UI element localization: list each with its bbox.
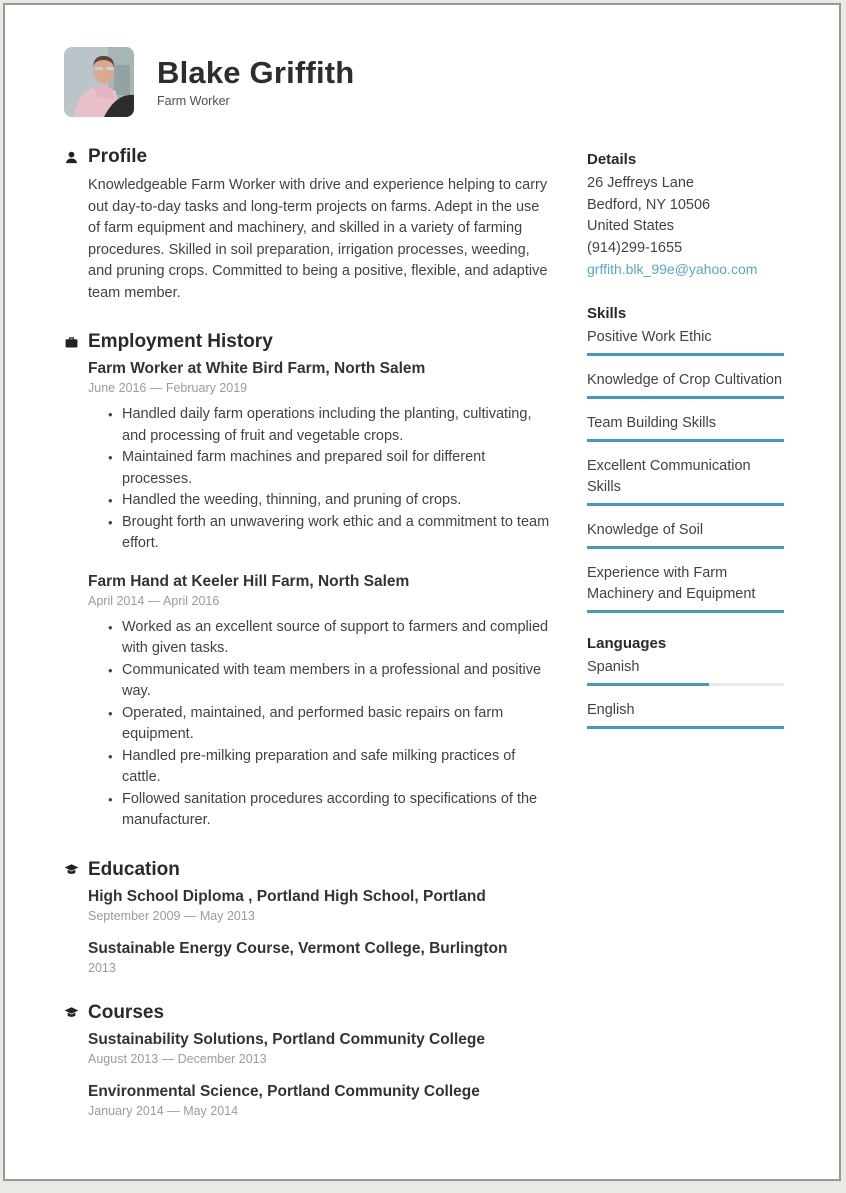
courses-heading: Courses <box>88 1001 165 1023</box>
language-label: English <box>587 701 635 718</box>
skill-meter-fill <box>587 610 784 613</box>
bullet-item: • Maintained farm machines and prepared soil for different processes. <box>108 447 555 490</box>
language-item <box>587 700 784 729</box>
skill-meter <box>587 353 784 356</box>
education-entry <box>88 888 555 923</box>
bullet-item: • Handled the weeding, thinning, and pruning of crops. <box>108 490 555 512</box>
skill-item <box>587 413 784 442</box>
education-title: Sustainable Energy Course, Vermont College, Burlington <box>88 939 508 957</box>
bullet-item: • Brought forth an unwavering work ethic and a commitment to team effort. <box>108 512 555 555</box>
job-title: Farm Worker at White Bird Farm, North Salem <box>88 360 426 377</box>
skill-meter-fill <box>587 503 784 506</box>
job-title: Farm Hand at Keeler Hill Farm, North Salem <box>88 572 410 590</box>
section-employment-history <box>64 331 551 832</box>
bullet-item: • Followed sanitation procedures according to specifications of the manufacturer. <box>108 789 555 832</box>
sidebar-details <box>587 151 784 281</box>
skill-label: Knowledge of Crop Cultivation <box>587 371 783 388</box>
skill-label: Excellent Communication Skills <box>587 457 751 495</box>
name-block <box>157 55 354 108</box>
employment-body <box>88 360 555 832</box>
skill-meter-fill <box>587 396 784 399</box>
job-entry <box>88 360 555 555</box>
section-profile <box>64 146 551 304</box>
course-entry <box>88 1083 555 1118</box>
sidebar-languages <box>587 635 784 729</box>
profile-section-header <box>64 146 551 168</box>
skill-item <box>587 563 784 613</box>
language-meter <box>587 726 784 729</box>
profile-photo <box>64 47 134 117</box>
skill-item <box>587 520 784 549</box>
skill-label: Team Building Skills <box>587 414 716 431</box>
profile-heading: Profile <box>88 146 148 167</box>
briefcase-icon <box>64 335 79 350</box>
skill-label: Experience with Farm Machinery and Equipment <box>587 564 756 602</box>
job-entry <box>88 573 555 832</box>
phone-number: (914)299-1655 <box>587 239 683 256</box>
job-bullet-list <box>88 617 555 832</box>
bullet-item: • Communicated with team members in a professional and positive way. <box>108 660 555 703</box>
address-country: United States <box>587 218 675 234</box>
languages-heading: Languages <box>587 634 667 652</box>
education-entry <box>88 940 555 975</box>
skill-meter-fill <box>587 353 784 356</box>
courses-section-header <box>64 1002 551 1024</box>
candidate-job-title: Farm Worker <box>157 93 230 108</box>
language-label: Spanish <box>587 658 640 675</box>
person-icon <box>64 150 79 165</box>
employment-heading: Employment History <box>88 331 273 352</box>
employment-section-header <box>64 331 551 353</box>
language-meter-fill <box>587 683 709 686</box>
profile-photo-placeholder <box>64 47 134 117</box>
course-dates: August 2013 — December 2013 <box>88 1051 267 1066</box>
education-section-header <box>64 859 551 881</box>
details-heading: Details <box>587 151 637 168</box>
profile-summary: Knowledgeable Farm Worker with drive and experience helping to carry out day-to-day tasks and long-term projects on farms. Adept in the use of farm equipment and machinery, and skilled in a variety of farming procedures. Skilled in soil preparation, irrigation processes, weeding, and pruning crops. Committed to being a positive, flexible, and adaptive team member. <box>88 177 548 301</box>
skill-meter-fill <box>587 546 784 549</box>
education-dates: September 2009 — May 2013 <box>88 908 255 923</box>
address-line-2: Bedford, NY 10506 <box>587 196 711 213</box>
bullet-item: • Handled pre-milking preparation and safe milking practices of cattle. <box>108 746 555 789</box>
bullet-item: • Operated, maintained, and performed basic repairs on farm equipment. <box>108 703 555 746</box>
skill-item <box>587 456 784 506</box>
education-body <box>88 888 555 975</box>
course-title: Sustainability Solutions, Portland Community College <box>88 1030 486 1048</box>
main-column <box>64 146 551 1145</box>
skill-meter <box>587 396 784 399</box>
skill-meter <box>587 610 784 613</box>
address-line-1: 26 Jeffreys Lane <box>587 175 694 191</box>
resume-header <box>5 5 839 120</box>
sidebar-column <box>587 151 784 1145</box>
course-entry <box>88 1031 555 1066</box>
section-education <box>64 859 551 975</box>
candidate-name: Blake Griffith <box>157 55 355 90</box>
skill-meter-fill <box>587 439 784 442</box>
skill-label: Knowledge of Soil <box>587 521 704 538</box>
education-heading: Education <box>88 858 180 880</box>
skills-heading: Skills <box>587 304 627 322</box>
resume-page <box>3 3 841 1181</box>
bullet-item: • Handled daily farm operations including the planting, cultivating, and processing of fruit and vegetable crops. <box>108 404 555 447</box>
skill-label: Positive Work Ethic <box>587 328 712 345</box>
email-link[interactable]: grffith.blk_99e@yahoo.com <box>587 261 758 277</box>
bullet-item: • Worked as an excellent source of support to farmers and complied with given tasks. <box>108 617 555 660</box>
graduation-cap-icon <box>64 862 79 877</box>
job-dates: April 2014 — April 2016 <box>88 593 220 608</box>
language-meter <box>587 683 784 686</box>
section-courses <box>64 1002 551 1118</box>
course-title: Environmental Science, Portland Community College <box>88 1082 480 1100</box>
education-title: High School Diploma , Portland High School, Portland <box>88 887 486 905</box>
graduation-cap-icon <box>64 1005 79 1020</box>
courses-body <box>88 1031 555 1118</box>
skill-item <box>587 327 784 356</box>
skill-item <box>587 370 784 399</box>
course-dates: January 2014 — May 2014 <box>88 1103 239 1118</box>
job-dates: June 2016 — February 2019 <box>88 381 248 395</box>
profile-body <box>88 175 555 304</box>
content-columns <box>5 146 839 1145</box>
job-bullet-list <box>88 404 555 555</box>
education-dates: 2013 <box>88 960 116 975</box>
skill-meter <box>587 439 784 442</box>
sidebar-skills <box>587 305 784 613</box>
language-meter-fill <box>587 726 784 729</box>
language-item <box>587 657 784 686</box>
skill-meter <box>587 503 784 506</box>
skill-meter <box>587 546 784 549</box>
